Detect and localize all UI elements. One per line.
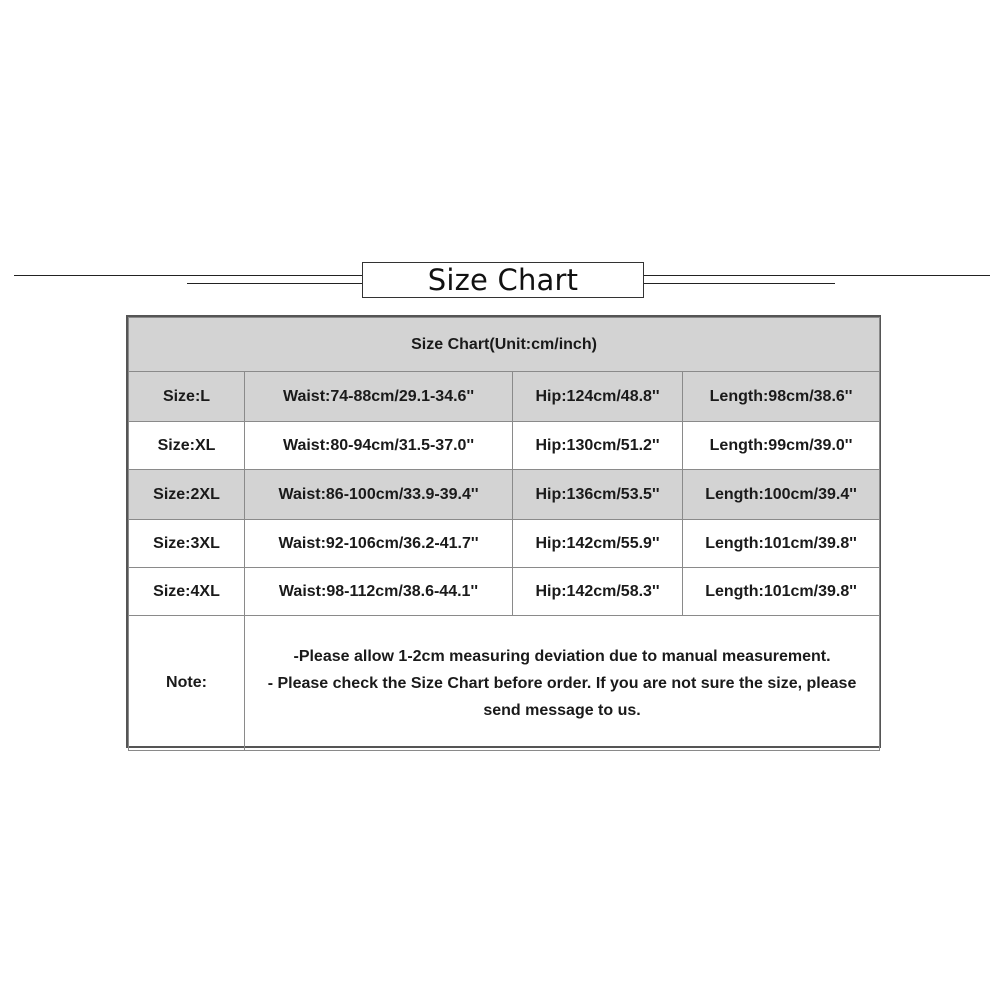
hip-cell: Hip:124cm/48.8'': [513, 372, 683, 422]
waist-cell: Waist:98-112cm/38.6-44.1'': [245, 568, 513, 616]
size-cell: Size:3XL: [129, 520, 245, 568]
length-cell: Length:98cm/38.6'': [683, 372, 880, 422]
length-cell: Length:101cm/39.8'': [683, 568, 880, 616]
waist-cell: Waist:86-100cm/33.9-39.4'': [245, 470, 513, 520]
hip-cell: Hip:142cm/58.3'': [513, 568, 683, 616]
size-chart-table-container: [126, 315, 881, 748]
waist-cell: Waist:74-88cm/29.1-34.6'': [245, 372, 513, 422]
note-label: Note:: [129, 616, 245, 751]
length-cell: Length:101cm/39.8'': [683, 520, 880, 568]
hip-cell: Hip:136cm/53.5'': [513, 470, 683, 520]
header-line-right-short: [644, 283, 835, 284]
note-row: [129, 616, 880, 751]
table-row: [129, 422, 880, 470]
table-header-row: [129, 318, 880, 372]
table-header: Size Chart(Unit:cm/inch): [129, 318, 880, 372]
table-row: [129, 470, 880, 520]
length-cell: Length:99cm/39.0'': [683, 422, 880, 470]
note-text: [245, 616, 880, 751]
size-chart-table: [128, 317, 880, 751]
length-cell: Length:100cm/39.4'': [683, 470, 880, 520]
size-cell: Size:XL: [129, 422, 245, 470]
header-line-left-short: [187, 283, 362, 284]
note-line-2: - Please check the Size Chart before order. If you are not sure the size, please send message to us.: [267, 674, 857, 719]
page-title: Size Chart: [362, 262, 644, 298]
waist-cell: Waist:92-106cm/36.2-41.7'': [245, 520, 513, 568]
waist-cell: Waist:80-94cm/31.5-37.0'': [245, 422, 513, 470]
hip-cell: Hip:142cm/55.9'': [513, 520, 683, 568]
size-cell: Size:2XL: [129, 470, 245, 520]
hip-cell: Hip:130cm/51.2'': [513, 422, 683, 470]
note-line-1: -Please allow 1-2cm measuring deviation due to manual measurement.: [293, 647, 831, 665]
table-row: [129, 568, 880, 616]
size-cell: Size:4XL: [129, 568, 245, 616]
table-row: [129, 372, 880, 422]
header-line-left-long: [14, 275, 362, 276]
table-row: [129, 520, 880, 568]
header-line-right-long: [644, 275, 990, 276]
size-cell: Size:L: [129, 372, 245, 422]
